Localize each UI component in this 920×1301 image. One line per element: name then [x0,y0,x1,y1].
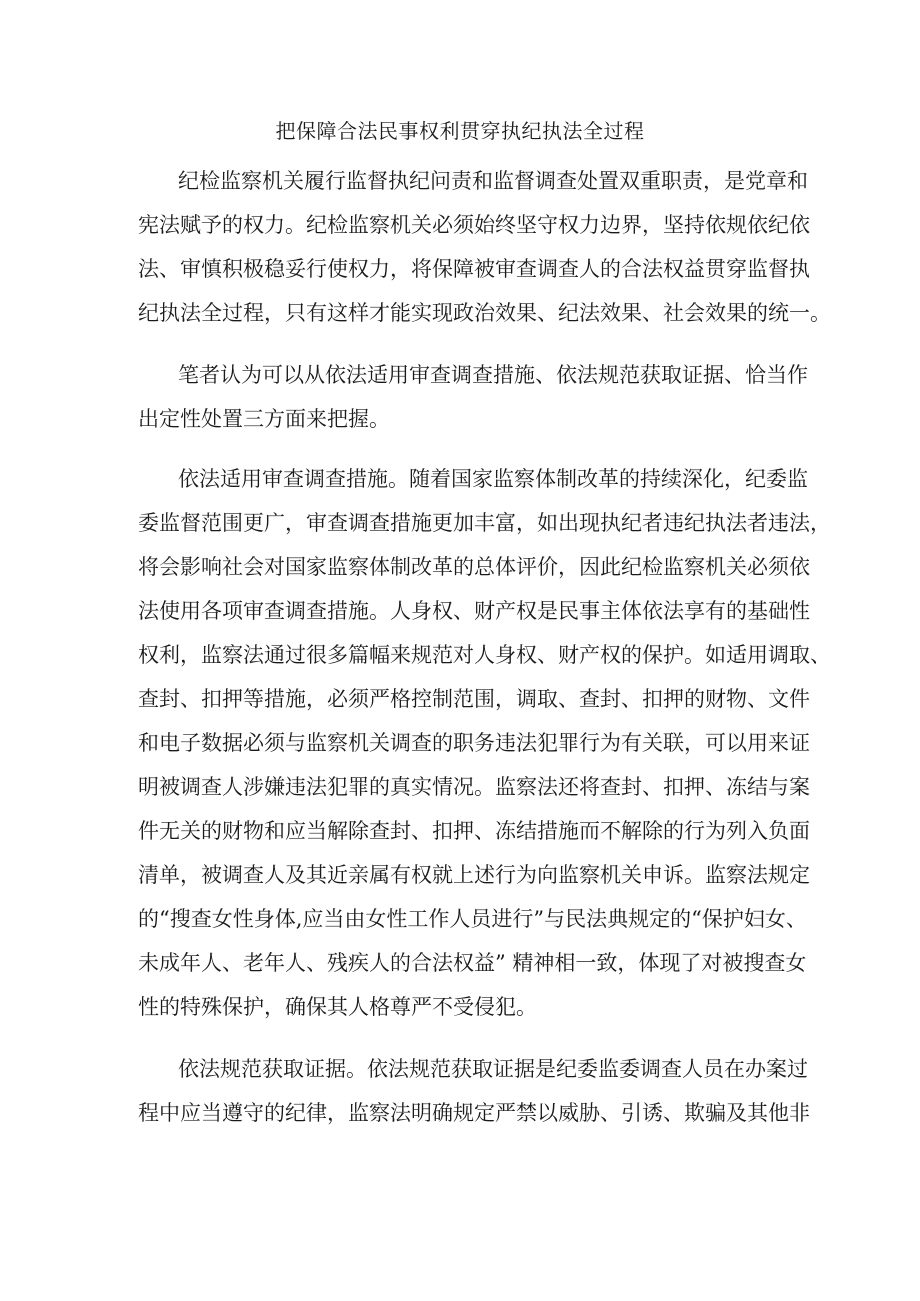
paragraph-1-line-1: 纪检监察机关履行监督执纪问责和监督调查处置双重职责，是党章和 [178,169,808,193]
paragraph-3-line-8: 明被调查人涉嫌违法犯罪的真实情况。监察法还将查封、扣押、冻结与案 [138,775,810,799]
paragraph-3-line-10: 清单，被调查人及其近亲属有权就上述行为向监察机关申诉。监察法规定 [138,863,810,887]
paragraph-1-line-3: 法、审慎积极稳妥行使权力，将保障被审查调查人的合法权益贯穿监督执 [138,257,810,281]
paragraph-3-line-9: 件无关的财物和应当解除查封、扣押、冻结措施而不解除的行为列入负面 [138,819,810,843]
document-title: 把保障合法民事权利贯穿执纪执法全过程 [275,119,645,143]
paragraph-3-line-11: 的“搜查女性身体,应当由女性工作人员进行”与民法典规定的“保护妇女、 [138,907,807,931]
paragraph-3-line-7: 和电子数据必须与监察机关调查的职务违法犯罪行为有关联，可以用来证 [138,731,810,755]
paragraph-3-line-2: 委监督范围更广，审查调查措施更加丰富，如出现执纪者违纪执法者违法， [138,511,831,535]
paragraph-3-line-13: 性的特殊保护，确保其人格尊严不受侵犯。 [138,995,537,1019]
paragraph-3-line-4: 法使用各项审查调查措施。人身权、财产权是民事主体依法享有的基础性 [138,599,810,623]
paragraph-4-line-1: 依法规范获取证据。依法规范获取证据是纪委监委调查人员在办案过 [178,1057,808,1081]
paragraph-2-line-2: 出定性处置三方面来把握。 [138,407,390,431]
paragraph-4-line-2: 程中应当遵守的纪律，监察法明确规定严禁以威胁、引诱、欺骗及其他非 [138,1101,810,1125]
paragraph-3-line-12: 未成年人、老年人、残疾人的合法权益” 精神相一致，体现了对被搜查女 [138,951,807,975]
paragraph-3-line-6: 查封、扣押等措施，必须严格控制范围，调取、查封、扣押的财物、文件 [138,687,810,711]
paragraph-3-line-3: 将会影响社会对国家监察体制改革的总体评价，因此纪检监察机关必须依 [138,555,810,579]
paragraph-2-line-1: 笔者认为可以从依法适用审查调查措施、依法规范获取证据、恰当作 [178,363,808,387]
paragraph-1-line-4: 纪执法全过程，只有这样才能实现政治效果、纪法效果、社会效果的统一。 [138,301,831,325]
paragraph-1-line-2: 宪法赋予的权力。纪检监察机关必须始终坚守权力边界，坚持依规依纪依 [138,213,810,237]
paragraph-3-line-1: 依法适用审查调查措施。随着国家监察体制改革的持续深化，纪委监 [178,467,808,491]
paragraph-3-line-5: 权利，监察法通过很多篇幅来规范对人身权、财产权的保护。如适用调取、 [138,643,831,667]
